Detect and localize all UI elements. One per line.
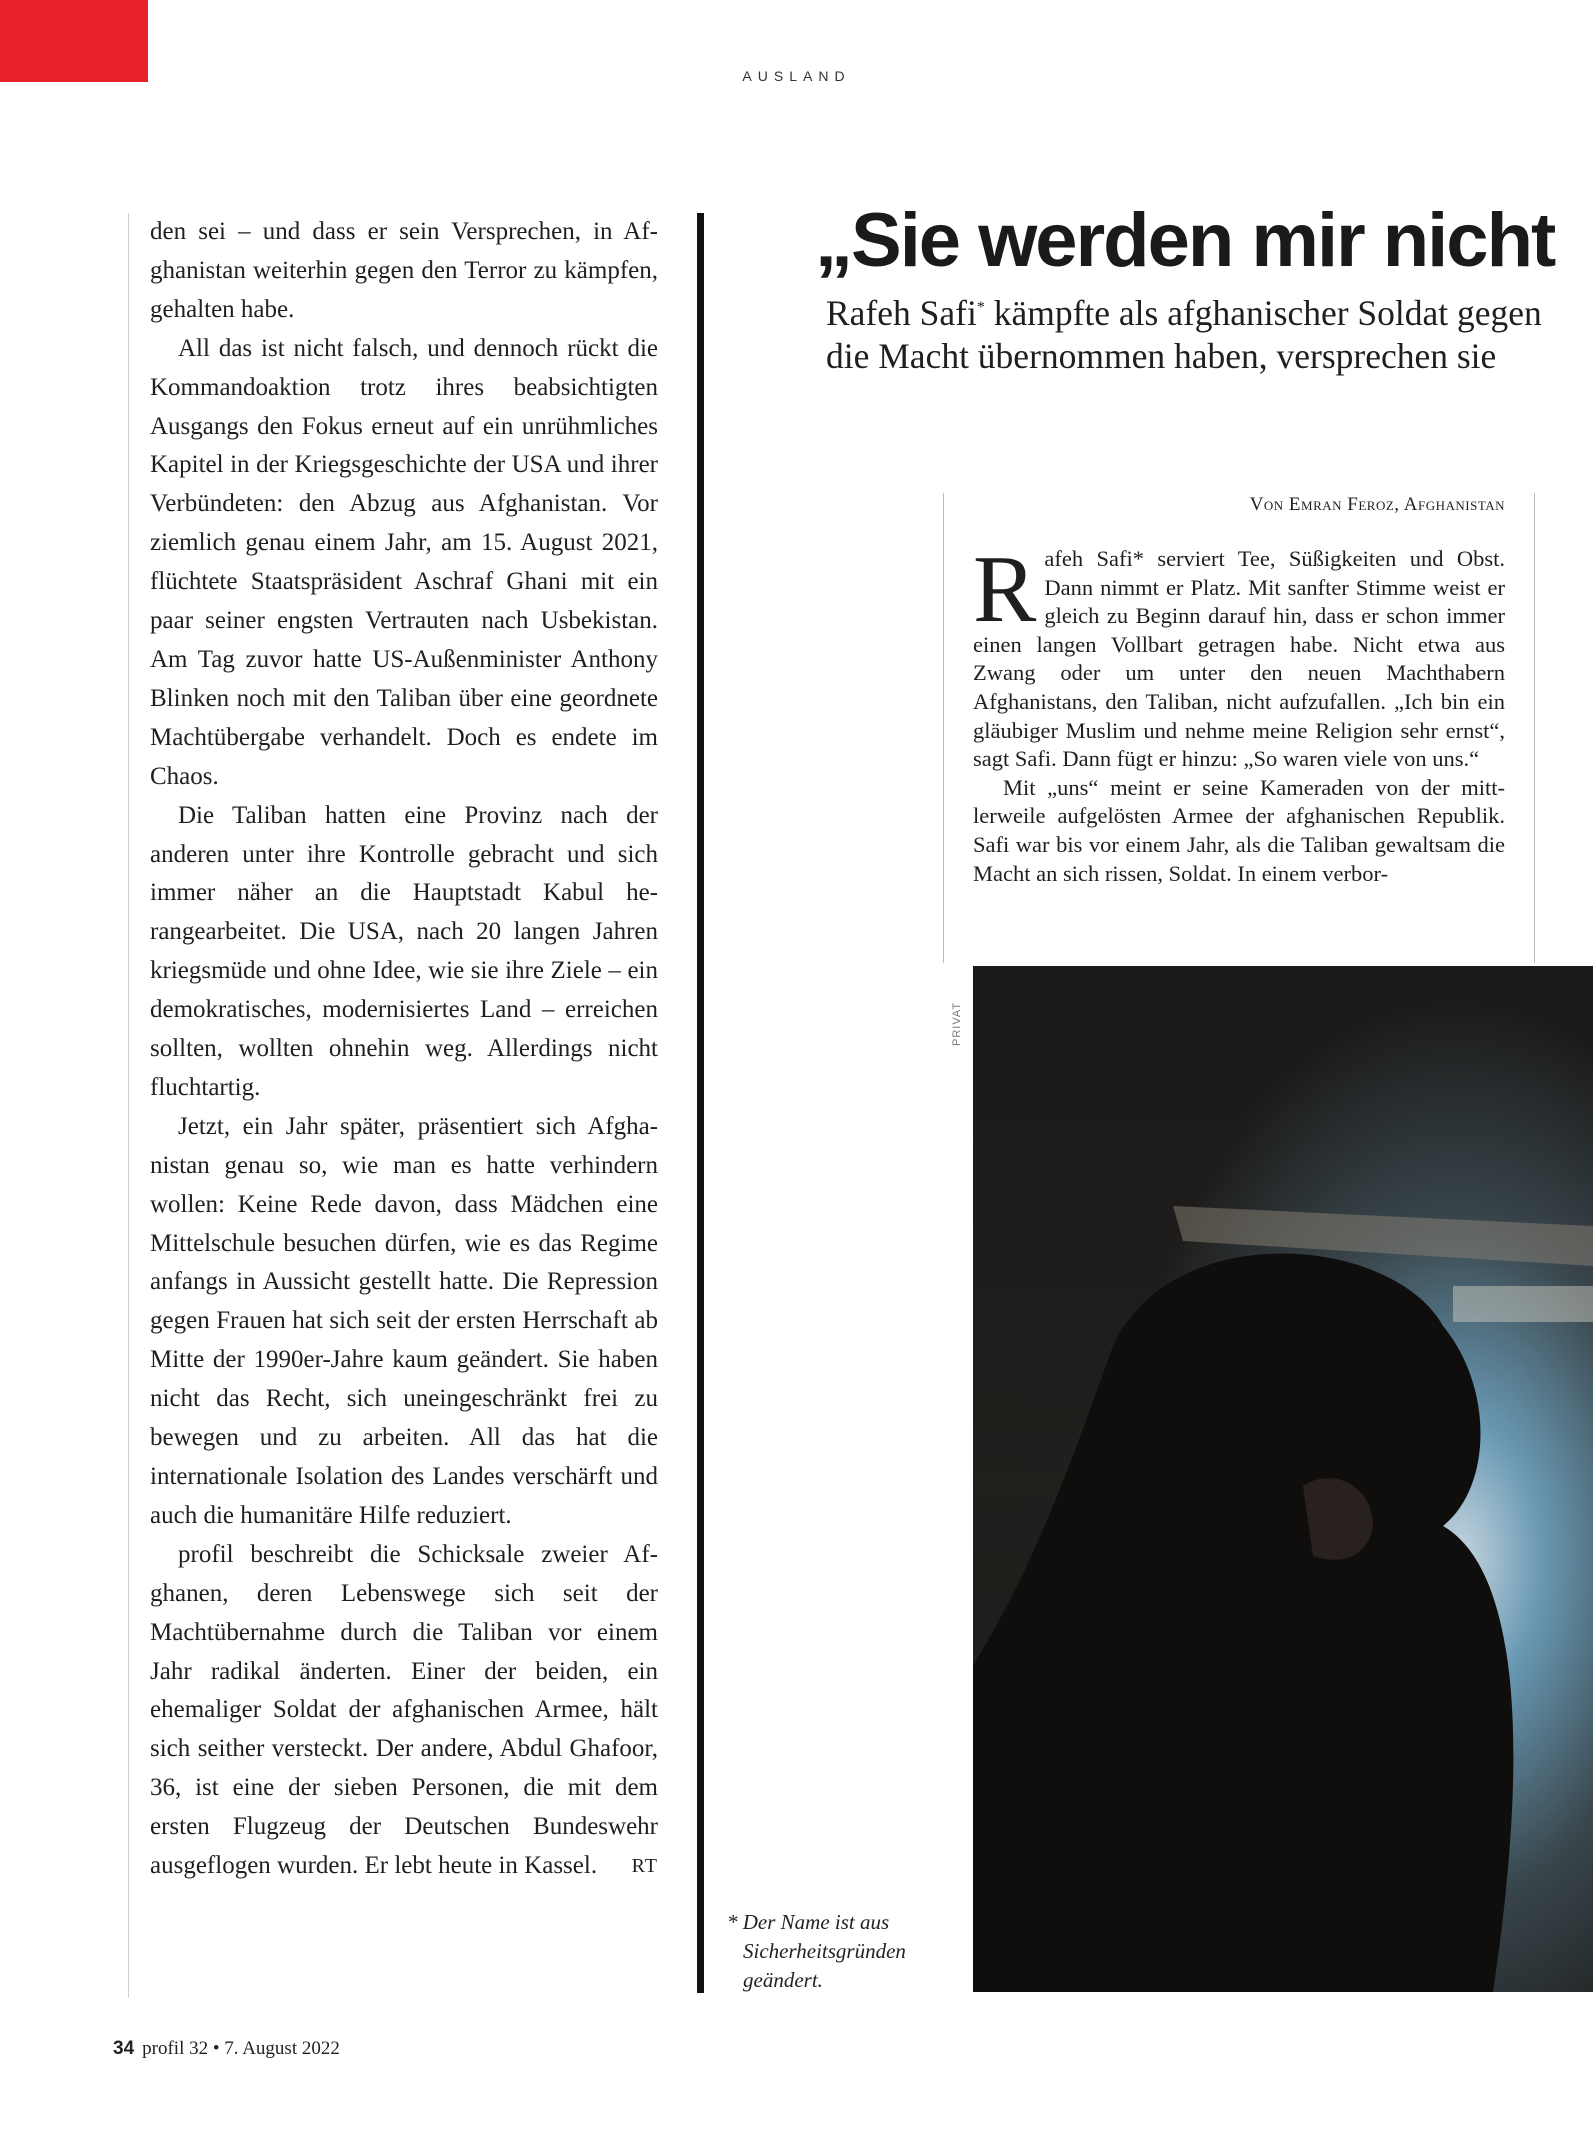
footnote-line-1: * Der Name ist aus [727, 1910, 890, 1934]
left-paragraph: Die Taliban hatten eine Provinz nach der anderen unter ihre Kontrolle gebracht und sich immer näher an die Hauptstadt Kabul herangearbeitet. Die USA, nach 20 langen Jahren kriegsmüde und ohne Idee, wie sie ihre Ziele – ein demokratisches, modernisiertes Land – erreichen sollten, wollten ohnehin weg. Allerdings nicht fluchtartig. [150, 801, 658, 1101]
left-paragraph: Jetzt, ein Jahr später, präsentiert sich Afghanistan genau so, wie man es hatte verhindern wollen: Keine Rede davon, dass Mädchen eine Mittelschule besuchen dürfen, wie es das Regime anfangs in Aussicht gestellt hatte. Die Repression gegen Frauen hat sich seit der ersten Herrschaft ab Mitte der 1990er-Jahre kaum geändert. Sie haben nicht das Recht, sich uneingeschränkt frei zu bewegen und zu arbeiten. All das hat die internationale Isolation des Landes verschärft und auch die humanitäre Hilfe reduziert. [150, 1112, 658, 1529]
subhead-line-2: die Macht übernommen haben, versprechen sie [826, 335, 1497, 376]
footnote [727, 1908, 947, 1995]
article-byline: Von Emran Feroz, Afghanistan [1249, 494, 1505, 515]
column-divider-bar [697, 213, 704, 1993]
photo-illustration [973, 966, 1593, 1992]
issue-info: profil 32 • 7. August 2022 [142, 2038, 340, 2059]
article-body [973, 536, 1505, 888]
article-subhead [826, 286, 1593, 378]
left-paragraph-text: profil beschreibt die Schicksale zweier Afghanen, deren Lebenswege sich seit der Machtübernahme durch die Taliban vor einem Jahr radikal änderten. Einer der beiden, ein ehemaliger Soldat der afghanischen Armee, hält sich seither versteckt. Der andere, Abdul Ghafoor, 36, ist eine der sieben Personen, die mit dem ersten Flugzeug der Deutschen Bundeswehr ausgeflogen wurden. Er lebt heute in Kassel. [150, 1540, 658, 1880]
byline-rule-left [943, 493, 944, 963]
left-paragraph-last [150, 1536, 658, 1886]
paragraph-text: afeh Safi* serviert Tee, Süßigkeiten und Obst. Dann nimmt er Platz. Mit sanfter Stimme weist er gleich zu Beginn darauf hin, dass er schon immer einen langen Vollbart getragen habe. Nicht etwa aus Zwang oder um unter den neuen Machthabern Afghanistans, den Taliban, nicht aufzufallen. „Ich bin ein gläubiger Muslim und nehme meine Religion sehr ernst“, sagt Safi. Dann fügt er hinzu: „So waren viele von uns.“ [973, 546, 1505, 772]
photo-credit: PRIVAT [951, 1001, 963, 1046]
footnote-line-3: geändert. [743, 1968, 823, 1992]
section-label: AUSLAND [742, 68, 851, 84]
left-paragraph: All das ist nicht falsch, und dennoch rückt die Kommandoaktion trotz ihres beabsichtigten Ausgangs den Fokus erneut auf ein unrühmliches Kapitel in der Kriegsgeschichte der USA und ihrer Verbündeten: den Abzug aus Afghanistan. Vor ziemlich genau einem Jahr, am 15. August 2021, flüchtete Staatspräsident Aschraf Ghani mit ein paar seiner engsten Vertrauten nach Usbekistan. Am Tag zuvor hatte US-Außenminister Anthony Blinken noch mit den Taliban über eine geordnete Machtübergabe verhandelt. Doch es endete im Chaos. [150, 334, 658, 790]
byline-rule-right [1534, 493, 1535, 963]
author-signoff: RT [631, 1855, 658, 1878]
subhead-line-1 [826, 286, 1593, 335]
subhead-asterisk: * [976, 299, 985, 316]
article-paragraph-1 [973, 536, 1505, 774]
footnote-line-2: Sicherheitsgründen [743, 1939, 906, 1963]
article-photo [973, 966, 1593, 1992]
drop-cap: R [973, 536, 1037, 642]
page-footer [113, 2038, 340, 2060]
page-number: 34 [113, 2038, 135, 2059]
subhead-name: Rafeh Safi [826, 292, 977, 333]
left-paragraph: den sei – und dass er sein Versprechen, in Afghanistan weiterhin gegen den Terror zu kämpfen, gehalten habe. [150, 218, 658, 323]
left-column-rule [128, 213, 129, 1998]
left-column-text [150, 213, 658, 1886]
article-paragraph-2: Mit „uns“ meint er seine Kameraden von der mittlerweile aufgelösten Armee der afghanischen Republik. Safi war bis vor einem Jahr, als die Taliban gewaltsam die Macht an sich rissen, Soldat. In einem verbor- [973, 774, 1505, 886]
subhead-text: kämpfte als afghanischer Soldat gegen [984, 292, 1542, 333]
article-headline: „Sie werden mir nicht [815, 198, 1555, 283]
